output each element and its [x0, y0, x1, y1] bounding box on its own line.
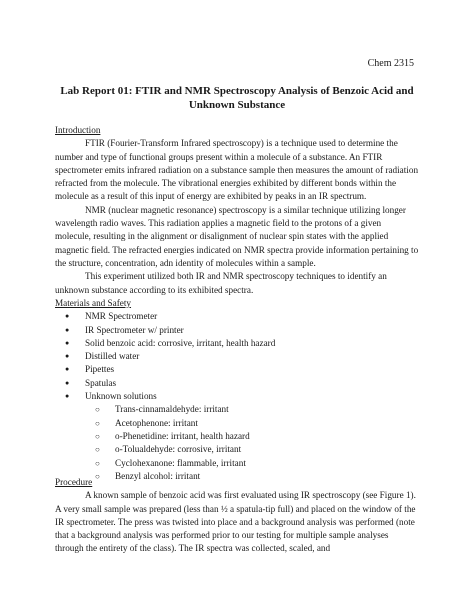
intro-paragraph-nmr: NMR (nuclear magnetic resonance) spectroscopy is a similar technique utilizing longer wavelength radio waves. This radiation applies a magnetic field to the protons of a given molecule, resulting in the alignment or disalignment of nuclear spin states with the applied magnetic field. The refracted energies indicated on NMR spectra provide information pertaining to the structure, concentration, adn identity of molecules within a sample.	[55, 204, 419, 268]
list-item-text: Solid benzoic acid: corrosive, irritant, health hazard	[85, 337, 276, 348]
sub-list-item	[55, 403, 419, 416]
hollow-bullet-icon: ○	[95, 445, 100, 455]
hollow-bullet-icon: ○	[95, 418, 100, 428]
sub-list-item-text: Benzyl alcohol: irritant	[115, 470, 201, 481]
list-item	[55, 363, 419, 376]
course-label: Chem 2315	[367, 58, 414, 69]
sub-list-item	[55, 417, 419, 430]
title-line-1: Lab Report 01: FTIR and NMR Spectroscopy Analysis of Benzoic Acid and	[60, 85, 414, 97]
materials-list	[55, 310, 419, 403]
bullet-icon: ●	[65, 378, 70, 387]
list-item	[55, 390, 419, 403]
sub-list-item	[55, 457, 419, 470]
hollow-bullet-icon: ○	[95, 458, 100, 468]
sub-list-item	[55, 443, 419, 456]
list-item	[55, 350, 419, 363]
bullet-icon: ●	[65, 325, 70, 334]
list-item-text: Unknown solutions	[85, 391, 157, 402]
introduction-heading: Introduction	[55, 125, 101, 135]
bullet-icon: ●	[65, 352, 70, 361]
sub-list-item	[55, 430, 419, 443]
procedure-section	[55, 476, 419, 556]
report-title	[55, 84, 419, 112]
sub-list-item-text: o-Phenetidine: irritant, health hazard	[115, 430, 250, 441]
sub-list-item-text: Trans-cinnamaldehyde: irritant	[115, 404, 229, 415]
list-item-text: Distilled water	[85, 351, 140, 362]
title-line-2: Unknown Substance	[188, 99, 286, 111]
bullet-icon: ●	[65, 365, 70, 374]
sub-list-item-text: Cyclohexanone: flammable, irritant	[115, 457, 246, 468]
procedure-heading: Procedure	[55, 477, 93, 487]
hollow-bullet-icon: ○	[95, 431, 100, 441]
introduction-section	[55, 124, 419, 297]
list-item-text: IR Spectrometer w/ printer	[85, 324, 184, 335]
intro-paragraph-ftir: FTIR (Fourier-Transform Infrared spectroscopy) is a technique used to determine the number and type of functional groups present within a molecule of a substance. An FTIR spectrometer emits infrared radiation on a substance sample then measures the amount of radiation refracted from the molecule. The vibrational energies exhibited by different bonds within the molecule as a result of this input of energy are exhibited by peaks in an IR spectrum.	[55, 138, 419, 202]
intro-paragraph-experiment: This experiment utilized both IR and NMR spectroscopy techniques to identify an unknown substance according to its exhibited spectra.	[55, 271, 387, 295]
list-item	[55, 310, 419, 323]
unknown-solutions-list	[55, 403, 419, 483]
hollow-bullet-icon: ○	[95, 471, 100, 481]
bullet-icon: ●	[65, 312, 70, 321]
hollow-bullet-icon: ○	[95, 405, 100, 415]
list-item	[55, 324, 419, 337]
list-item-text: NMR Spectrometer	[85, 311, 158, 322]
list-item	[55, 377, 419, 390]
bullet-icon: ●	[65, 338, 70, 347]
bullet-icon: ●	[65, 392, 70, 401]
sub-list-item-text: Acetophenone: irritant	[115, 417, 198, 428]
sub-list-item-text: o-Tolualdehyde: corrosive, irritant	[115, 444, 242, 455]
list-item-text: Spatulas	[85, 377, 117, 388]
procedure-paragraph: A known sample of benzoic acid was first evaluated using IR spectroscopy (see Figure 1). A very small sample was prepared (less than ½ a spatula-tip full) and placed on the window of the IR spectrometer. The press was twisted into place and a background analysis was performed (note that a background analysis was performed prior to our testing for multiple sample analyses through the entirety of the class). The IR spectra was collected, scaled, and	[55, 490, 416, 554]
list-item	[55, 337, 419, 350]
materials-heading: Materials and Safety	[55, 298, 132, 308]
materials-section	[55, 297, 419, 483]
list-item-text: Pipettes	[85, 364, 115, 375]
